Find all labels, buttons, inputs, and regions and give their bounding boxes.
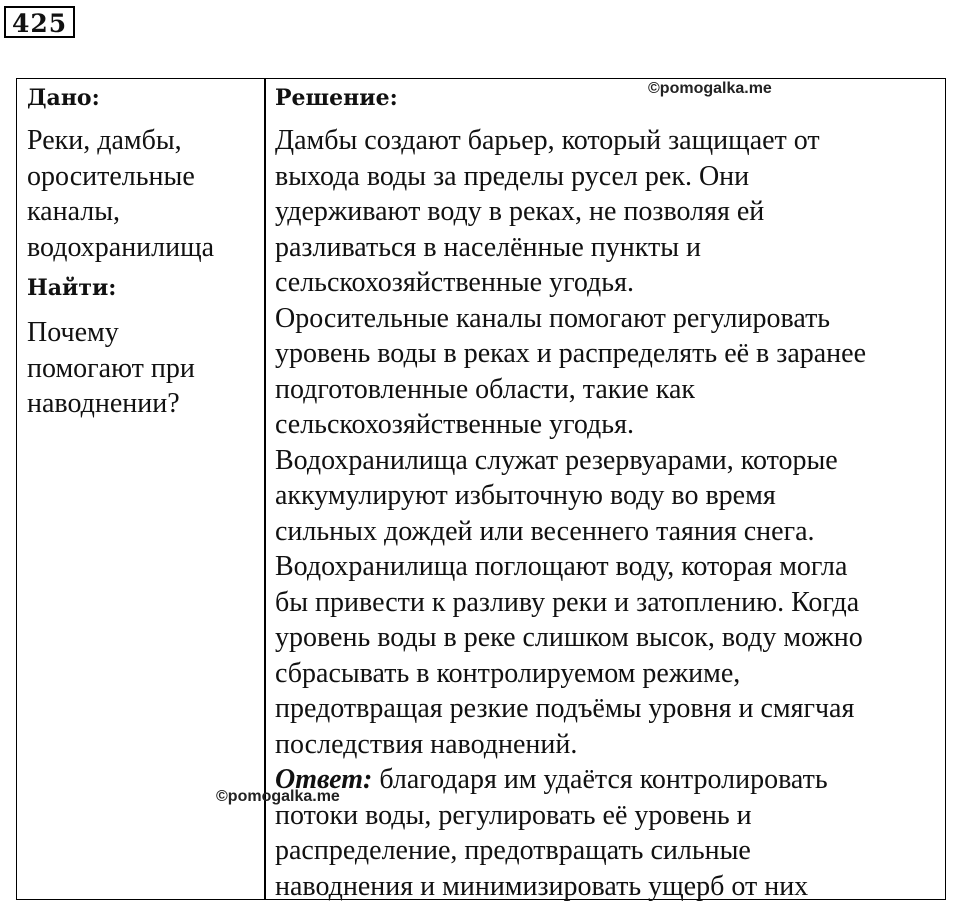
watermark-bottom: ©pomogalka.me: [216, 788, 340, 805]
given-heading: Дано:: [27, 85, 100, 111]
solution-line: разливаться в населённые пункты и: [275, 231, 701, 263]
solution-line: аккумулируют избыточную воду во время: [275, 480, 776, 511]
solution-line: уровень воды в реке слишком высок, воду можно: [275, 622, 863, 653]
problem-number: 425: [4, 6, 75, 38]
solution-table: [16, 78, 946, 900]
answer-line: наводнения и минимизировать ущерб от них: [275, 870, 809, 902]
solution-line: сельскохозяйственные угодья.: [275, 267, 634, 298]
solution-body: [275, 123, 940, 904]
find-heading: Найти:: [27, 275, 117, 301]
solution-line: Водохранилища поглощают воду, которая могла: [275, 551, 848, 582]
find-line: Почему: [27, 317, 119, 348]
given-line: Реки, дамбы,: [27, 125, 182, 156]
answer-line: распределение, предотвращать сильные: [275, 835, 751, 866]
solution-line: подготовленные области, такие как: [275, 373, 695, 405]
answer-line: потоки воды, регулировать её уровень и: [275, 799, 752, 831]
solution-line: последствия наводнений.: [275, 728, 578, 760]
given-line: каналы,: [27, 196, 121, 227]
solution-line: Дамбы создают барьер, который защищает от: [275, 125, 820, 156]
column-divider: [264, 79, 266, 899]
solution-line: сильных дождей или весеннего таяния снега.: [275, 515, 815, 547]
find-line: помогают при: [27, 352, 195, 384]
solution-line: выхода воды за пределы русел рек. Они: [275, 160, 750, 192]
solution-line: Оросительные каналы помогают регулировать: [275, 302, 831, 334]
solution-line: удерживают воду в реках, не позволяя ей: [275, 196, 765, 227]
answer-label: Ответ:: [275, 764, 373, 795]
solution-line: Водохранилища служат резервуарами, которые: [275, 444, 838, 476]
find-line: наводнении?: [27, 388, 180, 419]
given-line: водохранилища: [27, 231, 215, 263]
solution-line: предотвращая резкие подъёмы уровня и смягчая: [275, 693, 855, 724]
solution-line: сельскохозяйственные угодья.: [275, 409, 634, 440]
find-text: [27, 315, 259, 422]
solution-line: уровень воды в реках и распределять её в заранее: [275, 338, 867, 369]
answer-text: благодаря им удаётся контролировать: [372, 764, 828, 795]
answer-line: [275, 762, 940, 798]
solution-heading: Решение:: [275, 85, 398, 111]
given-line: оросительные: [27, 160, 195, 192]
solution-line: сбрасывать в контролируемом режиме,: [275, 657, 741, 689]
watermark-top: ©pomogalka.me: [648, 80, 772, 97]
solution-line: бы привести к разливу реки и затоплению. Когда: [275, 586, 860, 618]
given-text: [27, 123, 259, 265]
